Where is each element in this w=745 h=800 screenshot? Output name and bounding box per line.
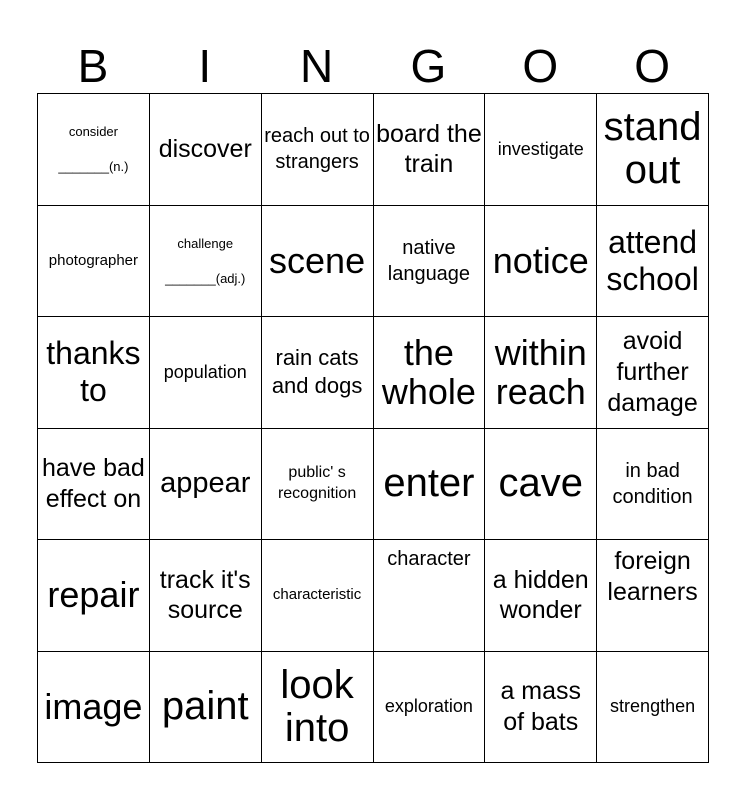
header-letter-b: B: [77, 40, 109, 92]
bingo-cell: native language: [374, 206, 486, 318]
bingo-cell: avoid further damage: [597, 317, 709, 429]
bingo-cell: look into: [262, 652, 374, 764]
bingo-cell: discover: [150, 94, 262, 206]
bingo-grid: [37, 93, 709, 763]
bingo-cell: in bad condition: [597, 429, 709, 541]
bingo-cell: thanks to: [38, 317, 150, 429]
bingo-cell: exploration: [374, 652, 486, 764]
bingo-cell: stand out: [597, 94, 709, 206]
bingo-cell: scene: [262, 206, 374, 318]
bingo-header: [37, 38, 708, 94]
bingo-cell: character: [374, 540, 486, 652]
header-letter-o: O: [522, 40, 559, 92]
bingo-cell: characteristic: [262, 540, 374, 652]
bingo-cell: foreign learners: [597, 540, 709, 652]
bingo-cell: paint: [150, 652, 262, 764]
bingo-cell: track it's source: [150, 540, 262, 652]
header-letter-g: G: [410, 40, 447, 92]
header-letter-o-2: O: [634, 40, 670, 92]
header-letter-i: I: [198, 40, 212, 92]
bingo-cell: within reach: [485, 317, 597, 429]
bingo-cell: notice: [485, 206, 597, 318]
header-letter-n: N: [299, 40, 334, 92]
bingo-cell: board the train: [374, 94, 486, 206]
bingo-cell: photographer: [38, 206, 150, 318]
bingo-cell: repair: [38, 540, 150, 652]
bingo-cell: reach out to strangers: [262, 94, 374, 206]
bingo-cell: image: [38, 652, 150, 764]
bingo-cell: have bad effect on: [38, 429, 150, 541]
bingo-cell: strengthen: [597, 652, 709, 764]
bingo-cell: the whole: [374, 317, 486, 429]
bingo-cell: appear: [150, 429, 262, 541]
bingo-cell: attend school: [597, 206, 709, 318]
bingo-cell: cave: [485, 429, 597, 541]
bingo-cell: a hidden wonder: [485, 540, 597, 652]
bingo-cell: challenge _______(adj.): [150, 206, 262, 318]
bingo-cell: public' s recognition: [262, 429, 374, 541]
bingo-cell: rain cats and dogs: [262, 317, 374, 429]
bingo-cell: population: [150, 317, 262, 429]
bingo-cell: investigate: [485, 94, 597, 206]
bingo-cell: enter: [374, 429, 486, 541]
bingo-cell: a mass of bats: [485, 652, 597, 764]
bingo-cell: consider _______(n.): [38, 94, 150, 206]
